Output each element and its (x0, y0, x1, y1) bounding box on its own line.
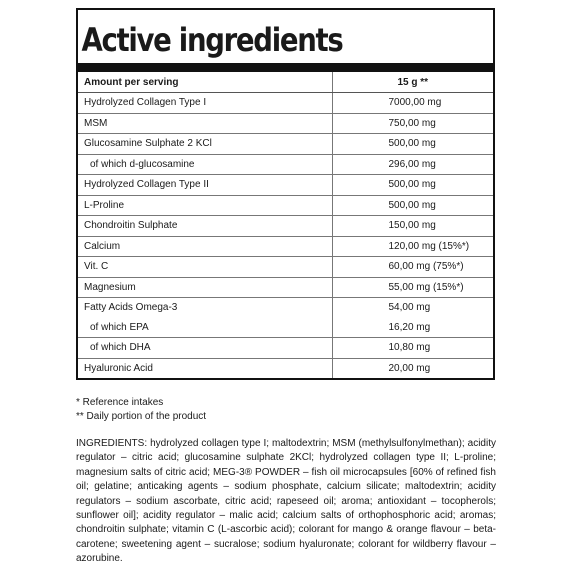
header-label: Amount per serving (78, 72, 332, 93)
ingredient-amount: 20,00 mg (332, 358, 493, 378)
table-row (78, 338, 493, 359)
ingredient-amount: 150,00 mg (332, 216, 493, 237)
table-row (78, 216, 493, 237)
ingredient-name: Chondroitin Sulphate (78, 216, 332, 237)
ingredients-text: INGREDIENTS: hydrolyzed collagen type I; maltodextrin; MSM (methylsulfonylmethan); acidity regulator – citric acid; glucosamine sulphate 2KCl; hydrolyzed collagen type II; L-proline; magnesium salts of citric acid; MEG-3® POWDER – fish oil microcapsules [60% of refined fish oil; gelatine; anticaking agents – sodium phosphate, calcium silicate; maltodextrin; acidity regulators – sodium ascorbate, citric acid; rapeseed oil; aroma; antioxidant – tocopherols; sunflower oil]; acidity regulator – malic acid; calcium salts of orthophosphoric acid; aromas; chondroitin sulphate; vitamin C (L-ascorbic acid); colorant for mango & orange flavour – beta-carotene; sweetening agent – sucralose; sodium hyaluronate; colorant for wildberry flavour – azorubine. (76, 438, 496, 565)
ingredient-amount: 750,00 mg (332, 113, 493, 134)
ingredient-amount: 296,00 mg (332, 154, 493, 175)
table-row (78, 113, 493, 134)
table-row (78, 154, 493, 175)
table-row (78, 134, 493, 155)
table-row (78, 195, 493, 216)
table-row (78, 358, 493, 378)
ingredient-name: L-Proline (78, 195, 332, 216)
ingredient-name: Vit. C (78, 257, 332, 278)
ingredient-name: of which d-glucosamine (78, 154, 332, 175)
ingredient-name: Magnesium (78, 277, 332, 298)
ingredient-amount: 54,00 mg (332, 298, 493, 318)
footnote-reference-intakes: * Reference intakes (76, 397, 164, 408)
table-header-row (78, 72, 493, 93)
header-value: 15 g ** (332, 72, 493, 93)
ingredient-amount: 60,00 mg (75%*) (332, 257, 493, 278)
ingredient-name: Glucosamine Sulphate 2 KCl (78, 134, 332, 155)
ingredient-name: Hydrolyzed Collagen Type II (78, 175, 332, 196)
ingredient-name: Calcium (78, 236, 332, 257)
table-row (78, 257, 493, 278)
ingredient-name: of which DHA (78, 338, 332, 359)
table-row (78, 277, 493, 298)
footnotes (76, 396, 206, 424)
ingredient-name: Hydrolyzed Collagen Type I (78, 93, 332, 114)
table-row (78, 236, 493, 257)
ingredient-name: Hyaluronic Acid (78, 358, 332, 378)
ingredient-amount: 500,00 mg (332, 134, 493, 155)
ingredients-table (78, 72, 493, 378)
ingredient-amount: 55,00 mg (15%*) (332, 277, 493, 298)
ingredient-name: Fatty Acids Omega-3 (78, 298, 332, 318)
ingredient-name: MSM (78, 113, 332, 134)
ingredient-amount: 16,20 mg (332, 318, 493, 338)
ingredient-amount: 500,00 mg (332, 195, 493, 216)
nutrition-panel (76, 8, 495, 380)
ingredient-name: of which EPA (90, 321, 149, 333)
table-row (78, 298, 493, 318)
table-row (78, 175, 493, 196)
ingredient-amount: 10,80 mg (332, 338, 493, 359)
table-row (78, 93, 493, 114)
panel-title: Active ingredients (81, 21, 343, 59)
ingredient-amount: 500,00 mg (332, 175, 493, 196)
ingredient-amount: 7000,00 mg (332, 93, 493, 114)
ingredient-amount: 120,00 mg (15%*) (332, 236, 493, 257)
title-divider (78, 63, 493, 72)
table-row (78, 318, 493, 338)
footnote-daily-portion: ** Daily portion of the product (76, 411, 207, 422)
